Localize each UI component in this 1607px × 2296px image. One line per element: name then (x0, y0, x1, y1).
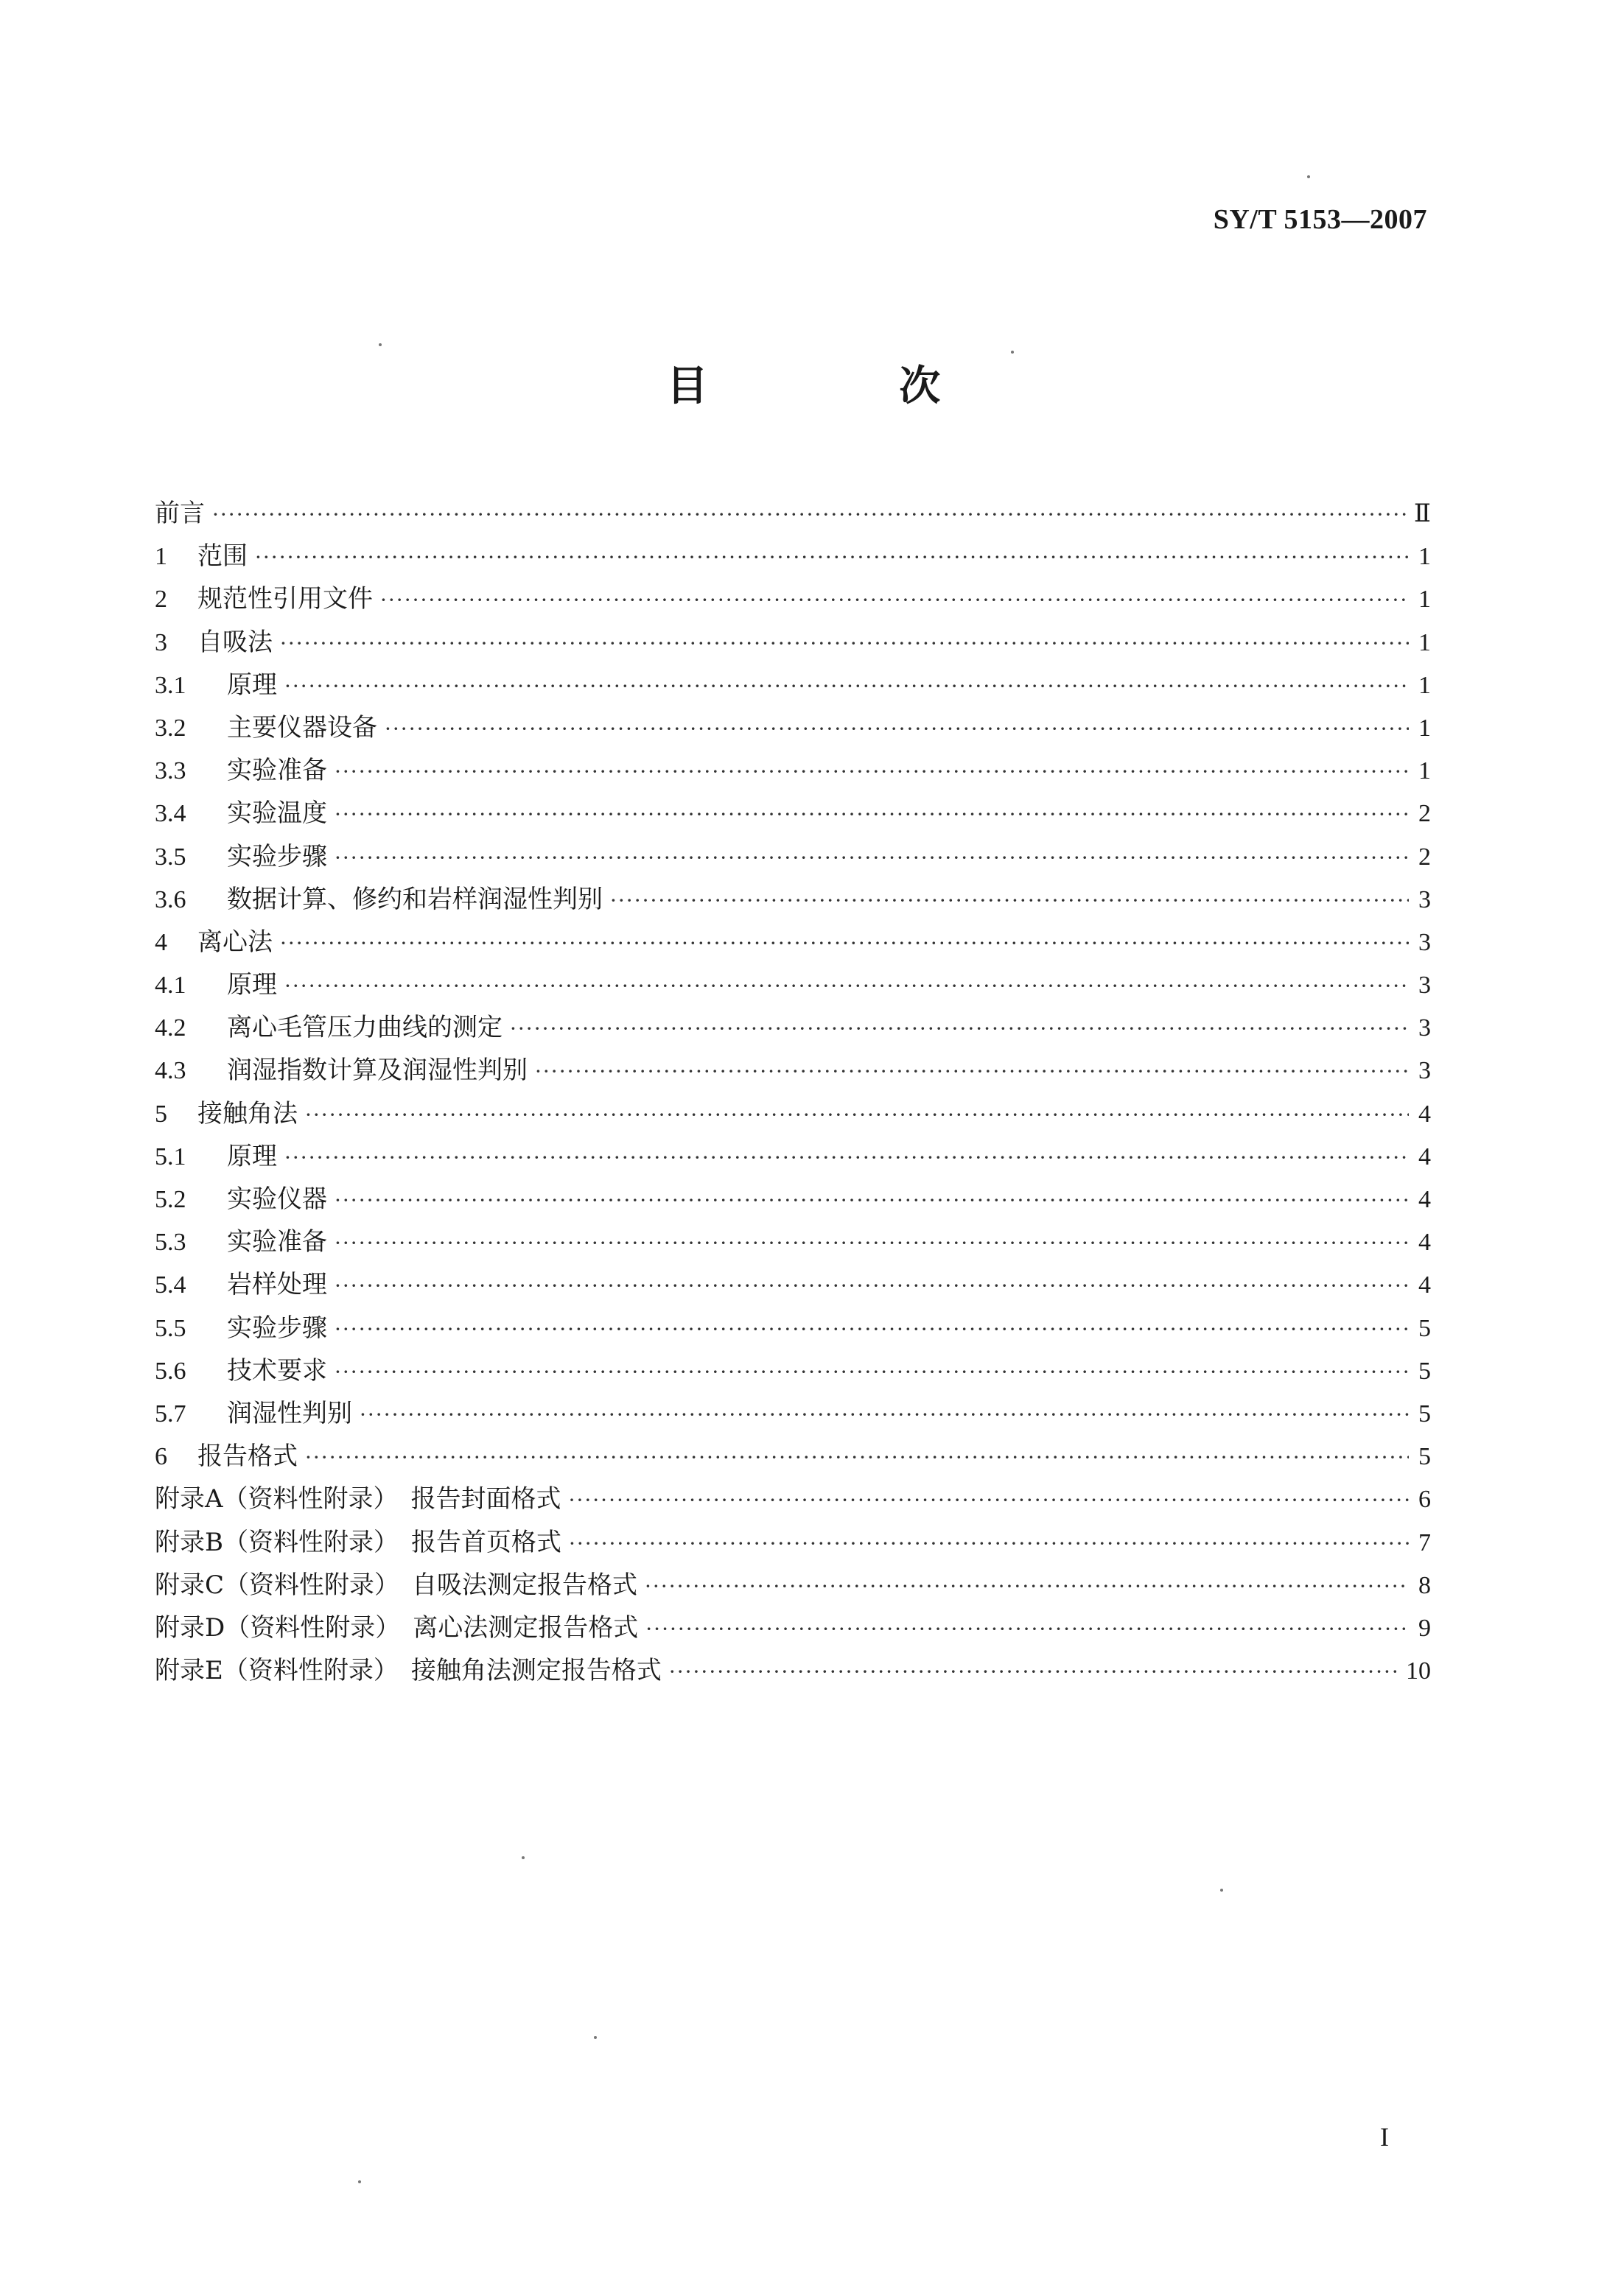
toc-entry-page: 1 (1418, 628, 1431, 656)
toc-entry[interactable] (155, 835, 1431, 878)
toc-dot-leader (305, 1094, 1409, 1137)
toc-entry-label: 实验步骤 (227, 1313, 327, 1343)
toc-entry-page: 5 (1418, 1314, 1431, 1342)
toc-entry-page: 3 (1418, 972, 1431, 1000)
toc-entry-number: 3.1 (155, 671, 186, 699)
toc-entry-label: 数据计算、修约和岩样润湿性判别 (227, 884, 603, 914)
toc-entry-label: 附录A（资料性附录） 报告封面格式 (155, 1484, 561, 1514)
toc-entry[interactable] (155, 878, 1431, 921)
toc-dot-leader (645, 1608, 1409, 1651)
toc-entry[interactable] (155, 963, 1431, 1006)
toc-dot-leader (284, 965, 1409, 1008)
toc-dot-leader (335, 837, 1409, 880)
toc-entry-label: 规范性引用文件 (197, 584, 373, 614)
scan-speck (1307, 175, 1310, 178)
toc-dot-leader (335, 751, 1409, 793)
toc-entry-label: 主要仪器设备 (227, 712, 377, 742)
toc-entry-label: 实验温度 (227, 798, 327, 829)
toc-entry[interactable] (155, 1349, 1431, 1392)
toc-dot-leader (510, 1008, 1409, 1050)
toc-entry-page: 2 (1418, 800, 1431, 828)
toc-entry-label: 原理 (227, 1141, 277, 1171)
toc-entry-label: 原理 (227, 970, 277, 1000)
toc-entry-page: 1 (1418, 757, 1431, 785)
toc-entry[interactable] (155, 706, 1431, 749)
toc-entry-page: 4 (1418, 1186, 1431, 1213)
toc-entry[interactable] (155, 1521, 1431, 1564)
table-of-contents (155, 492, 1431, 1692)
toc-entry-label: 润湿性判别 (227, 1398, 352, 1428)
toc-entry[interactable] (155, 1564, 1431, 1607)
toc-dot-leader (280, 922, 1409, 965)
toc-entry[interactable] (155, 621, 1431, 664)
toc-entry-number: 3.4 (155, 800, 186, 828)
toc-entry-label: 原理 (227, 670, 277, 700)
toc-dot-leader (305, 1436, 1409, 1479)
toc-entry[interactable] (155, 921, 1431, 963)
toc-entry-label: 技术要求 (227, 1355, 327, 1386)
toc-entry-label: 岩样处理 (227, 1270, 327, 1300)
toc-entry-number: 3.5 (155, 843, 186, 871)
toc-entry-label: 离心毛管压力曲线的测定 (227, 1013, 503, 1043)
toc-entry-label: 自吸法 (197, 627, 273, 657)
toc-entry[interactable] (155, 577, 1431, 620)
scan-speck (358, 2180, 361, 2183)
toc-entry[interactable] (155, 1392, 1431, 1435)
toc-dot-leader (335, 793, 1409, 836)
toc-entry-number: 5.7 (155, 1400, 186, 1428)
toc-dot-leader (335, 1351, 1409, 1394)
toc-entry-label: 实验步骤 (227, 841, 327, 871)
toc-dot-leader (535, 1050, 1409, 1093)
toc-entry-number: 5.2 (155, 1186, 186, 1213)
toc-entry[interactable] (155, 1178, 1431, 1221)
toc-entry-number: 6 (155, 1443, 167, 1471)
toc-dot-leader (284, 1137, 1409, 1179)
toc-entry-page: 9 (1418, 1614, 1431, 1642)
toc-entry-number: 4 (155, 928, 167, 956)
toc-entry-label: 实验仪器 (227, 1184, 327, 1214)
toc-entry-page: 7 (1418, 1528, 1431, 1556)
toc-dot-leader (385, 708, 1409, 751)
toc-title: 目 次 (666, 362, 1029, 410)
toc-entry-page: 5 (1418, 1400, 1431, 1428)
toc-entry[interactable] (155, 1435, 1431, 1478)
toc-dot-leader (335, 1265, 1409, 1307)
toc-entry-number: 5.3 (155, 1229, 186, 1257)
toc-entry[interactable] (155, 535, 1431, 577)
toc-entry[interactable] (155, 1092, 1431, 1135)
toc-entry-page: 3 (1418, 885, 1431, 913)
toc-entry-label: 附录E（资料性附录） 接触角法测定报告格式 (155, 1656, 662, 1686)
scan-speck (1220, 1889, 1223, 1892)
toc-entry-page: 4 (1418, 1100, 1431, 1128)
toc-entry-page: 10 (1406, 1657, 1431, 1685)
toc-entry-page: 4 (1418, 1229, 1431, 1257)
toc-entry[interactable] (155, 1307, 1431, 1349)
toc-entry-number: 3.2 (155, 714, 186, 742)
toc-entry-page: 1 (1418, 543, 1431, 571)
toc-entry-number: 5.4 (155, 1271, 186, 1299)
toc-dot-leader (669, 1651, 1398, 1693)
toc-entry-page: Ⅱ (1413, 500, 1431, 527)
toc-entry-number: 4.1 (155, 972, 186, 1000)
toc-entry-page: 6 (1418, 1486, 1431, 1514)
toc-entry-number: 4.3 (155, 1057, 186, 1085)
toc-entry-page: 4 (1418, 1142, 1431, 1170)
toc-entry-page: 1 (1418, 714, 1431, 742)
toc-dot-leader (380, 579, 1409, 622)
toc-entry[interactable] (155, 1135, 1431, 1178)
scan-speck (594, 2036, 597, 2039)
toc-entry[interactable] (155, 1221, 1431, 1263)
toc-entry[interactable] (155, 1607, 1431, 1649)
toc-entry-page: 3 (1418, 1057, 1431, 1085)
toc-entry-page: 8 (1418, 1571, 1431, 1599)
scan-speck (379, 343, 382, 346)
toc-entry[interactable] (155, 792, 1431, 835)
scan-speck (1011, 351, 1014, 354)
toc-entry-number: 3.6 (155, 885, 186, 913)
toc-entry-page: 1 (1418, 586, 1431, 614)
toc-entry-number: 3 (155, 628, 167, 656)
toc-entry-number: 1 (155, 543, 167, 571)
toc-dot-leader (335, 1308, 1409, 1351)
scan-speck (522, 1856, 525, 1859)
toc-entry-label: 实验准备 (227, 756, 327, 786)
toc-entry-page: 4 (1418, 1271, 1431, 1299)
toc-entry-label: 接触角法 (197, 1098, 298, 1128)
toc-dot-leader (569, 1479, 1409, 1522)
toc-entry-page: 3 (1418, 928, 1431, 956)
toc-entry[interactable] (155, 492, 1431, 535)
toc-entry-number: 5.5 (155, 1314, 186, 1342)
toc-dot-leader (360, 1394, 1409, 1436)
toc-entry[interactable] (155, 664, 1431, 706)
page-number: I (1380, 2122, 1389, 2152)
toc-dot-leader (569, 1523, 1409, 1565)
toc-entry-page: 1 (1418, 671, 1431, 699)
toc-entry-number: 5.6 (155, 1357, 186, 1385)
toc-dot-leader (335, 1222, 1409, 1265)
toc-entry-label: 实验准备 (227, 1227, 327, 1257)
toc-entry-label: 前言 (155, 499, 205, 528)
toc-entry[interactable] (155, 1649, 1431, 1692)
toc-entry-number: 5.1 (155, 1142, 186, 1170)
toc-entry-label: 报告格式 (197, 1442, 298, 1472)
toc-entry-page: 2 (1418, 843, 1431, 871)
toc-entry[interactable] (155, 1006, 1431, 1049)
toc-entry-label: 范围 (197, 541, 248, 572)
standard-number: SY/T 5153—2007 (1213, 204, 1427, 235)
toc-dot-leader (610, 880, 1409, 922)
toc-entry[interactable] (155, 749, 1431, 792)
toc-entry[interactable] (155, 1263, 1431, 1306)
toc-entry-page: 3 (1418, 1014, 1431, 1042)
toc-dot-leader (280, 622, 1409, 665)
toc-dot-leader (255, 536, 1409, 579)
toc-entry-number: 2 (155, 586, 167, 614)
toc-entry-label: 附录B（资料性附录） 报告首页格式 (155, 1527, 561, 1557)
toc-dot-leader (212, 494, 1407, 536)
toc-entry-label: 附录D（资料性附录） 离心法测定报告格式 (155, 1612, 639, 1643)
toc-dot-leader (335, 1179, 1409, 1222)
toc-entry-label: 离心法 (197, 927, 273, 957)
toc-entry-label: 润湿指数计算及润湿性判别 (227, 1056, 528, 1086)
toc-entry-number: 5 (155, 1100, 167, 1128)
toc-entry[interactable] (155, 1049, 1431, 1092)
toc-entry-label: 附录C（资料性附录） 自吸法测定报告格式 (155, 1570, 638, 1600)
toc-dot-leader (645, 1565, 1409, 1608)
toc-dot-leader (284, 665, 1409, 708)
toc-entry-page: 5 (1418, 1443, 1431, 1471)
toc-entry-page: 5 (1418, 1357, 1431, 1385)
toc-entry-number: 3.3 (155, 757, 186, 785)
toc-entry-number: 4.2 (155, 1014, 186, 1042)
toc-entry[interactable] (155, 1478, 1431, 1520)
